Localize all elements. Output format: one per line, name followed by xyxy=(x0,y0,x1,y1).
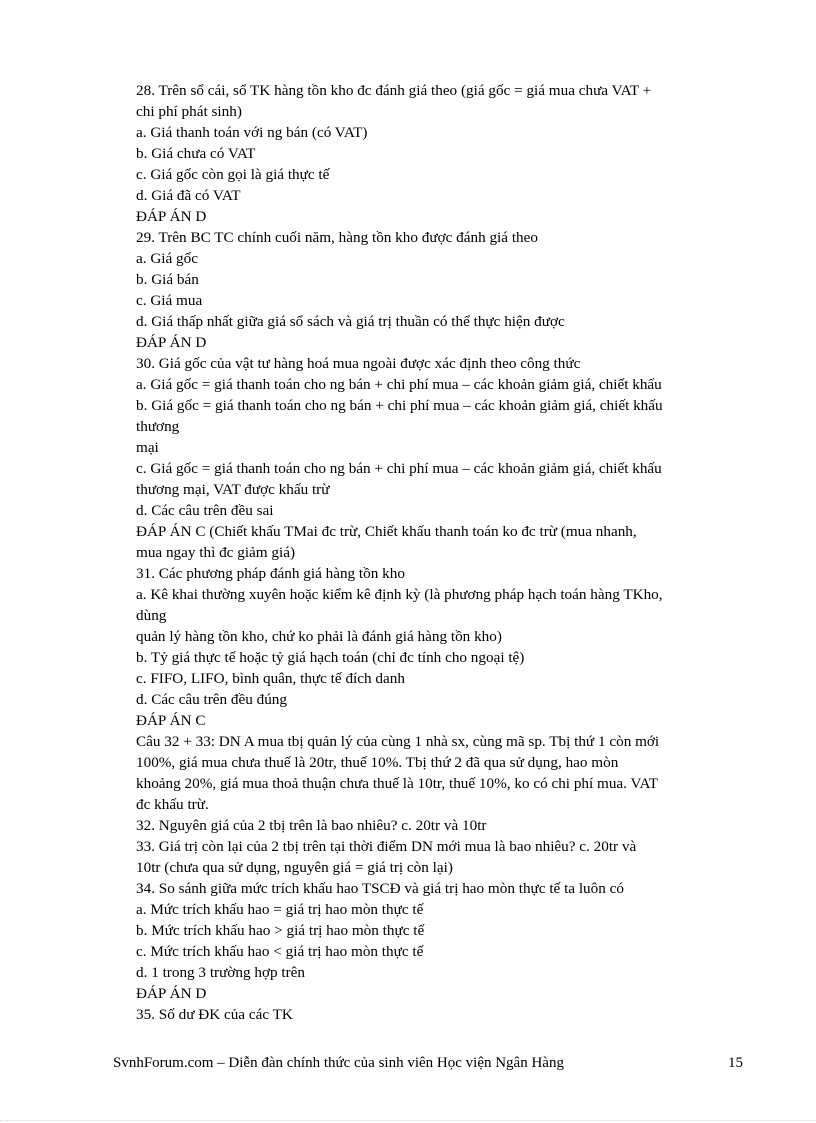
text-line: a. Kê khai thường xuyên hoặc kiểm kê định kỳ (là phương pháp hạch toán hàng TKho, xyxy=(136,586,663,603)
text-line: b. Mức trích khấu hao > giá trị hao mòn thực tế xyxy=(136,922,425,939)
text-line: a. Giá thanh toán với ng bán (có VAT) xyxy=(136,124,368,141)
text-line: mại xyxy=(136,439,159,456)
text-line: 31. Các phương pháp đánh giá hàng tồn kho xyxy=(136,565,405,582)
text-line: ĐÁP ÁN D xyxy=(136,208,207,225)
footer-text: SvnhForum.com – Diễn đàn chính thức của sinh viên Học viện Ngân Hàng xyxy=(113,1055,564,1071)
text-line: a. Giá gốc = giá thanh toán cho ng bán + chi phí mua – các khoản giảm giá, chiết khấu xyxy=(136,376,662,393)
text-line: khoảng 20%, giá mua thoả thuận chưa thuế là 10tr, thuế 10%, ko có chi phí mua. VAT xyxy=(136,775,659,792)
text-line: c. Mức trích khấu hao < giá trị hao mòn thực tế xyxy=(136,943,424,960)
text-line: chi phí phát sinh) xyxy=(136,103,242,120)
text-line: 33. Giá trị còn lại của 2 tbị trên tại thời điểm DN mới mua là bao nhiêu? c. 20tr và xyxy=(136,838,637,855)
text-line: d. 1 trong 3 trường hợp trên xyxy=(136,964,305,981)
text-line: 29. Trên BC TC chính cuối năm, hàng tồn kho được đánh giá theo xyxy=(136,229,538,246)
text-line: d. Giá đã có VAT xyxy=(136,187,241,204)
text-line: b. Tỷ giá thực tế hoặc tỷ giá hạch toán (chỉ đc tính cho ngoại tệ) xyxy=(136,649,525,666)
page-footer xyxy=(113,1053,743,1074)
document-body xyxy=(136,80,741,1025)
text-line: 10tr (chưa qua sử dụng, nguyên giá = giá trị còn lại) xyxy=(136,859,453,876)
text-line: c. Giá gốc = giá thanh toán cho ng bán + chi phí mua – các khoản giảm giá, chiết khấu xyxy=(136,460,662,477)
text-line: d. Các câu trên đều đúng xyxy=(136,691,287,708)
text-line: b. Giá gốc = giá thanh toán cho ng bán + chi phí mua – các khoản giảm giá, chiết khấu xyxy=(136,397,663,414)
text-line: Câu 32 + 33: DN A mua tbị quản lý của cùng 1 nhà sx, cùng mã sp. Tbị thứ 1 còn mới xyxy=(136,733,660,750)
text-line: a. Giá gốc xyxy=(136,250,198,267)
text-line: dùng xyxy=(136,607,167,624)
text-line: đc khấu trừ. xyxy=(136,796,209,813)
bottom-divider xyxy=(0,1120,816,1121)
text-line: quản lý hàng tồn kho, chứ ko phải là đánh giá hàng tồn kho) xyxy=(136,628,502,645)
text-line: mua ngay thì đc giảm giá) xyxy=(136,544,296,561)
page-number: 15 xyxy=(728,1055,743,1071)
text-line: 30. Giá gốc của vật tư hàng hoá mua ngoài được xác định theo công thức xyxy=(136,355,581,372)
text-line: 35. Số dư ĐK của các TK xyxy=(136,1006,293,1023)
text-line: thương xyxy=(136,418,180,435)
text-line: d. Giá thấp nhất giữa giá sổ sách và giá trị thuần có thể thực hiện được xyxy=(136,313,565,330)
text-line: d. Các câu trên đều sai xyxy=(136,502,274,519)
text-line: c. Giá gốc còn gọi là giá thực tế xyxy=(136,166,330,183)
text-line: a. Mức trích khấu hao = giá trị hao mòn thực tế xyxy=(136,901,424,918)
text-line: b. Giá chưa có VAT xyxy=(136,145,256,162)
text-line: 100%, giá mua chưa thuế là 20tr, thuế 10%. Tbị thứ 2 đã qua sử dụng, hao mòn xyxy=(136,754,619,771)
text-line: 28. Trên sổ cái, sổ TK hàng tồn kho đc đánh giá theo (giá gốc = giá mua chưa VAT + xyxy=(136,82,652,99)
text-line: c. FIFO, LIFO, bình quân, thực tế đích danh xyxy=(136,670,405,687)
text-line: 32. Nguyên giá của 2 tbị trên là bao nhiêu? c. 20tr và 10tr xyxy=(136,817,487,834)
text-line: b. Giá bán xyxy=(136,271,199,288)
text-line: thương mại, VAT được khấu trừ xyxy=(136,481,330,498)
text-line: 34. So sánh giữa mức trích khấu hao TSCĐ và giá trị hao mòn thực tế ta luôn có xyxy=(136,880,624,897)
text-line: c. Giá mua xyxy=(136,292,203,309)
text-line: ĐÁP ÁN D xyxy=(136,334,207,351)
text-line: ĐÁP ÁN D xyxy=(136,985,207,1002)
text-line: ĐÁP ÁN C (Chiết khấu TMai đc trừ, Chiết khấu thanh toán ko đc trừ (mua nhanh, xyxy=(136,523,637,540)
text-line: ĐÁP ÁN C xyxy=(136,712,206,729)
